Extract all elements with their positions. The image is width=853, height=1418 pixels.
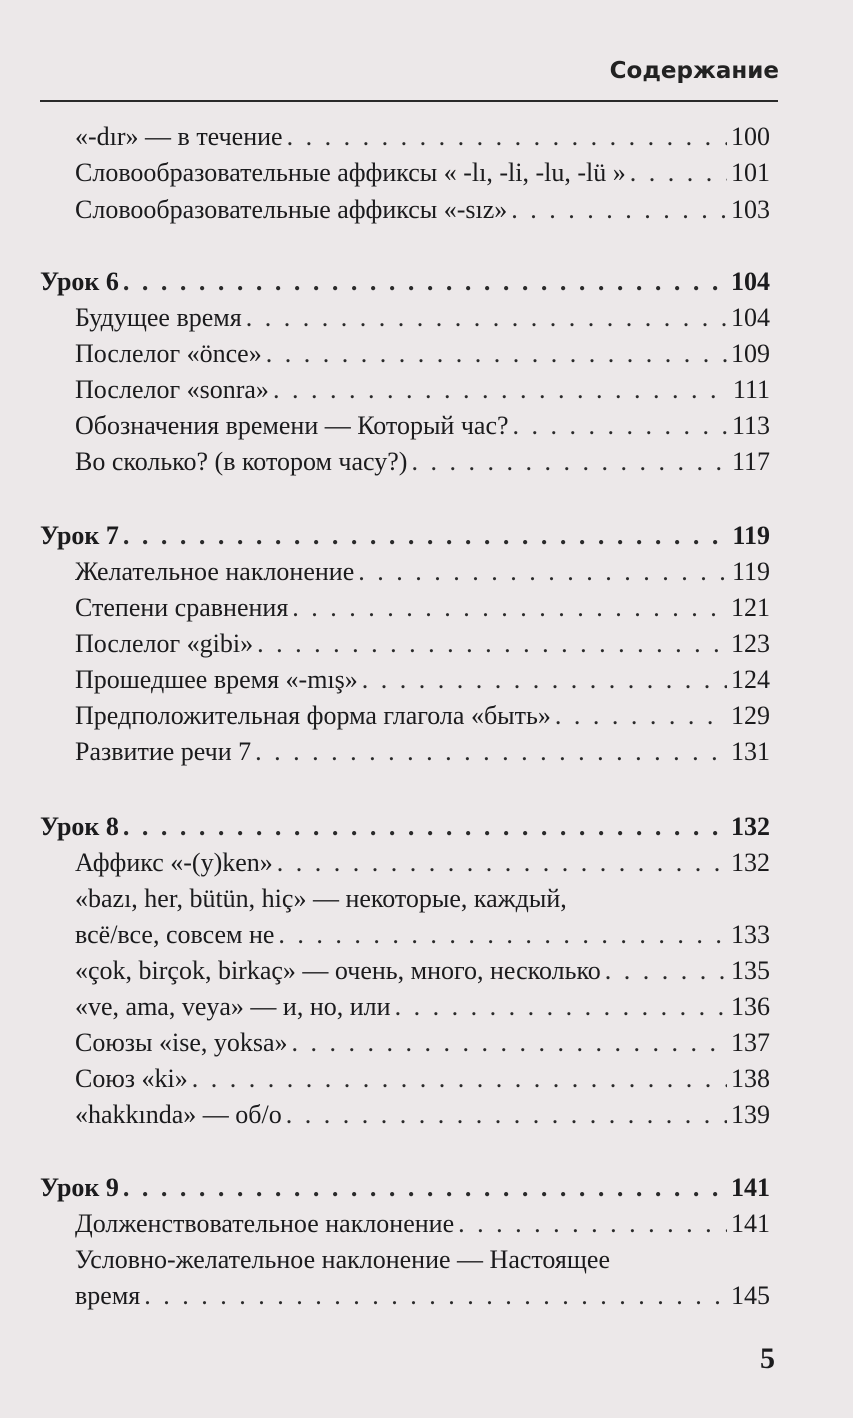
toc-entry: [75, 156, 770, 190]
toc-entry-title: Послелог «sonra»: [75, 375, 269, 404]
toc-entry: [75, 918, 770, 952]
toc-entry-page: 132: [731, 848, 770, 877]
toc-entry: [75, 337, 770, 371]
toc-lesson-title: Урок 8: [40, 812, 119, 841]
toc-entry-page: 136: [731, 992, 770, 1021]
dot-leader: [192, 1062, 727, 1096]
page-number: 5: [760, 1342, 775, 1375]
toc-lesson-8: [40, 810, 770, 844]
toc-entry-page: 145: [731, 1281, 770, 1310]
toc-lesson-title: Урок 9: [40, 1173, 119, 1202]
dot-leader: [278, 918, 727, 952]
dot-leader: [395, 990, 727, 1024]
toc-entry-page: 100: [731, 122, 770, 151]
toc-entry: [75, 1279, 770, 1313]
toc-lesson-9: [40, 1171, 770, 1205]
toc-entry-title: Союзы «ise, yoksa»: [75, 1028, 288, 1057]
toc-entry: [75, 301, 770, 335]
toc-entry: [75, 445, 770, 479]
toc-entry-title: Степени сравнения: [75, 593, 289, 622]
toc-entry-title: «ve, ama, veya» — и, но, или: [75, 992, 391, 1021]
toc-entry-title: Словообразовательные аффиксы « -lı, -li, -lu, -lü »: [75, 158, 626, 187]
dot-leader: [287, 120, 727, 154]
toc-entry: [75, 990, 770, 1024]
toc-entry-page: 111: [732, 375, 770, 404]
toc-entry-title: всё/все, совсем не: [75, 920, 275, 949]
dot-leader: [358, 555, 728, 589]
toc-entry-page: 139: [731, 1100, 770, 1129]
toc-entry-title: Долженствовательное наклонение: [75, 1209, 455, 1238]
toc-entry: [75, 663, 770, 697]
toc-lesson-page: 132: [731, 812, 770, 841]
dot-leader: [511, 193, 727, 227]
toc-lesson-title: Урок 6: [40, 267, 119, 296]
dot-leader: [123, 519, 729, 553]
toc-entry: [75, 555, 770, 589]
dot-leader: [257, 627, 727, 661]
toc-lesson-title: Урок 7: [40, 521, 119, 550]
toc-entry-title: Послелог «önce»: [75, 339, 262, 368]
toc-entry: [75, 1062, 770, 1096]
toc-entry-page: 109: [731, 339, 770, 368]
toc-lesson-page: 119: [732, 521, 770, 550]
toc-entry-page: 131: [731, 737, 770, 766]
toc-entry-page: 138: [731, 1064, 770, 1093]
toc-entry: [75, 120, 770, 154]
toc-entry-title: Послелог «gibi»: [75, 629, 254, 658]
toc-entry-title: Прошедшее время «-mış»: [75, 665, 358, 694]
dot-leader: [458, 1207, 727, 1241]
toc-entry-title: Развитие речи 7: [75, 737, 252, 766]
dot-leader: [292, 1026, 727, 1060]
dot-leader: [630, 156, 727, 190]
toc-entry-page: 113: [731, 411, 770, 440]
toc-entry-title: Союз «ki»: [75, 1064, 188, 1093]
toc-entry-title: Во сколько? (в котором часу?): [75, 447, 408, 476]
dot-leader: [255, 735, 727, 769]
toc-entry-title: Обозначения времени — Который час?: [75, 411, 509, 440]
toc-entry: [75, 627, 770, 661]
header-divider: [40, 100, 778, 102]
toc-entry-title: Аффикс «-(y)ken»: [75, 848, 273, 877]
dot-leader: [605, 954, 727, 988]
toc-entry-title: Предположительная форма глагола «быть»: [75, 701, 551, 730]
toc-entry-page: 141: [731, 1209, 770, 1238]
toc-entry-page: 119: [731, 557, 770, 586]
toc-entry: [75, 1207, 770, 1241]
toc-entry-page: 133: [731, 920, 770, 949]
toc-entry: [75, 954, 770, 988]
dot-leader: [513, 409, 728, 443]
dot-leader: [286, 1098, 727, 1132]
toc-entry: [75, 373, 770, 407]
toc-entry-page: 124: [731, 665, 770, 694]
dot-leader: [123, 1171, 727, 1205]
toc-entry-page: 103: [731, 195, 770, 224]
toc-lesson-page: 104: [731, 267, 770, 296]
toc-entry-page: 123: [731, 629, 770, 658]
toc-entry-title-line1: «bazı, her, bütün, hiç» — некоторые, каждый,: [75, 884, 567, 913]
dot-leader: [292, 591, 727, 625]
toc-entry-title: «çok, birçok, birkaç» — очень, много, несколько: [75, 956, 601, 985]
toc-entry-page: 104: [731, 303, 770, 332]
toc-entry-title: Словообразовательные аффиксы «-sız»: [75, 195, 508, 224]
toc-entry-title: время: [75, 1281, 141, 1310]
toc-entry: [75, 1026, 770, 1060]
toc-entry-page: 117: [731, 447, 770, 476]
toc-entry-page: 135: [731, 956, 770, 985]
toc-entry: [75, 735, 770, 769]
dot-leader: [246, 301, 727, 335]
toc-entry: [75, 409, 770, 443]
toc-entry-title: «-dır» — в течение: [75, 122, 283, 151]
running-header: Содержание: [609, 58, 779, 84]
toc-entry-title: Желательное наклонение: [75, 557, 355, 586]
dot-leader: [123, 810, 727, 844]
dot-leader: [266, 337, 727, 371]
toc-entry: [75, 846, 770, 880]
dot-leader: [144, 1279, 727, 1313]
toc-lesson-7: [40, 519, 770, 553]
toc-entry-page: 101: [731, 158, 770, 187]
toc-entry-page: 121: [731, 593, 770, 622]
toc-entry-title: Будущее время: [75, 303, 242, 332]
dot-leader: [362, 663, 727, 697]
toc-entry-page: 137: [731, 1028, 770, 1057]
toc-entry-title: «hakkında» — об/о: [75, 1100, 282, 1129]
toc-lesson-6: [40, 265, 770, 299]
dot-leader: [555, 699, 727, 733]
dot-leader: [411, 445, 728, 479]
toc-entry-title-line1: Условно-желательное наклонение — Настоящее: [75, 1245, 610, 1274]
toc-entry: [75, 193, 770, 227]
dot-leader: [123, 265, 727, 299]
toc-entry-page: 129: [731, 701, 770, 730]
toc-entry: [75, 591, 770, 625]
dot-leader: [273, 373, 729, 407]
toc-lesson-page: 141: [731, 1173, 770, 1202]
toc-entry: [75, 699, 770, 733]
toc-entry: [75, 1098, 770, 1132]
dot-leader: [277, 846, 727, 880]
